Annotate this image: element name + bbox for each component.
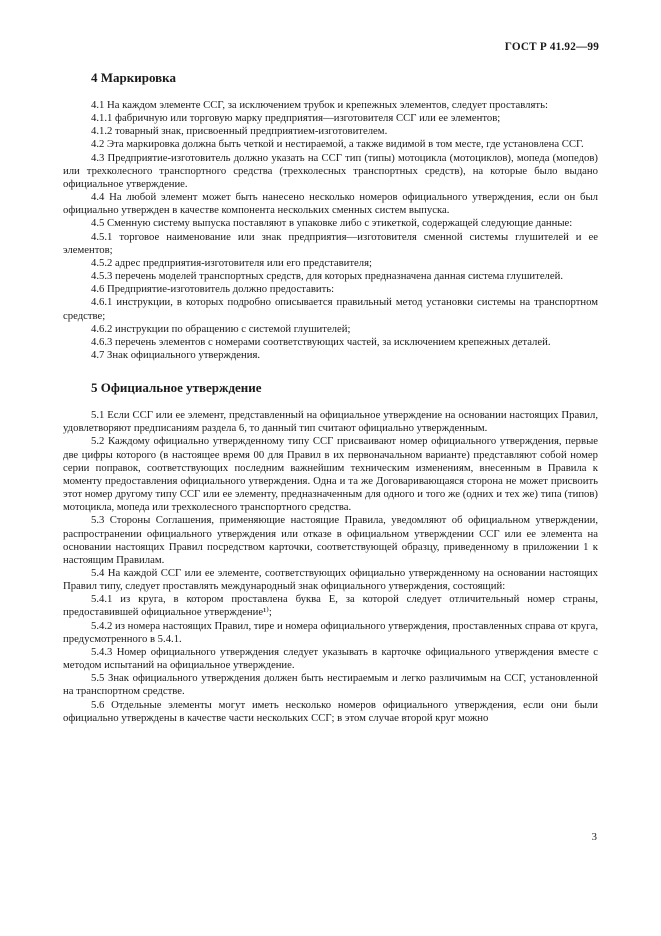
paragraph-4-5-1: 4.5.1 торговое наименование или знак предприятия—изготовителя сменной системы глушителей и ее элементов;	[63, 230, 598, 256]
paragraph-4-6: 4.6 Предприятие-изготовитель должно предоставить:	[91, 283, 335, 296]
section-4-body	[63, 99, 598, 362]
paragraph-4-5: 4.5 Сменную систему выпуска поставляют в упаковке либо с этикеткой, содержащей следующие данные:	[91, 217, 573, 230]
paragraph-5-4-2: 5.4.2 из номера настоящих Правил, тире и номера официального утверждения, проставленных справа от круга, предусмотренного в 5.4.1.	[63, 619, 599, 645]
paragraph-4-6-2: 4.6.2 инструкции по обращению с системой глушителей;	[91, 322, 351, 335]
paragraph-4-5-2: 4.5.2 адрес предприятия-изготовителя или его представителя;	[91, 256, 373, 269]
section-5-body	[63, 409, 598, 725]
page-content	[63, 70, 598, 725]
paragraph-4-2: 4.2 Эта маркировка должна быть четкой и нестираемой, а также видимой в том месте, где установлена ССГ.	[91, 138, 584, 151]
section-5-title: 5 Официальное утверждение	[91, 380, 262, 396]
paragraph-5-4-1: 5.4.1 из круга, в котором проставлена буква Е, за которой следует отличительный номер страны, предоставившей официальное утверждение¹⁾;	[63, 593, 598, 619]
paragraph-5-4: 5.4 На каждой ССГ или ее элементе, соответствующих официально утвержденному на основании настоящих Правил типу, следует проставлять международный знак официального утверждения, состоящий:	[63, 567, 598, 593]
paragraph-5-4-3: 5.4.3 Номер официального утверждения следует указывать в карточке официального утверждения вместе с методом испытаний на официальное утверждение.	[63, 645, 598, 672]
paragraph-5-2: 5.2 Каждому официально утвержденному типу ССГ присваивают номер официального утверждения, первые две цифры которого (в настоящее время 00 для Правил в их первоначальном варианте) представляют собой номер серии поправок, соответствующих последним важнейшим техническим изменениям, внесенным в Правила к моменту предоставления официального утверждения. Одна и та же Договаривающаяся сторона не может присвоить этот номер другому типу ССГ или ее элементу, предназначенным для одного и того же (одних и тех же) типа (типов) мотоцикла, мопеда или трехколесного транспортного средства.	[63, 435, 598, 514]
paragraph-4-4: 4.4 На любой элемент может быть нанесено несколько номеров официального утверждения, если он был официально утвержден в качестве компонента нескольких сменных систем выпуска.	[63, 191, 598, 217]
paragraph-5-3: 5.3 Стороны Соглашения, применяющие настоящие Правила, уведомляют об официальном утверждении, распространении официального утверждения или отказе в официальном утверждении ССГ или ее элемента на основании настоящих Правил посредством карточки, соответствующей образцу, приведенному в приложении 1 к настоящим Правилам.	[63, 514, 598, 566]
paragraph-4-5-3: 4.5.3 перечень моделей транспортных средств, для которых предназначена данная система глушителей.	[91, 270, 564, 283]
paragraph-4-3: 4.3 Предприятие-изготовитель должно указать на ССГ тип (типы) мотоцикла (мотоциклов), мопеда (мопедов) или трехколесного транспортного средства (трехколесных транспортных средств), на которые было выдано официальное утверждение.	[63, 151, 598, 190]
document-code: ГОСТ Р 41.92—99	[504, 41, 599, 53]
paragraph-4-7: 4.7 Знак официального утверждения.	[91, 348, 261, 361]
paragraph-4-1: 4.1 На каждом элементе ССГ, за исключением трубок и крепежных элементов, следует проставлять:	[91, 99, 548, 111]
paragraph-5-6: 5.6 Отдельные элементы могут иметь несколько номеров официального утверждения, если они были официально утверждены в качестве части нескольких ССГ; в этом случае второй круг можно	[63, 698, 598, 724]
paragraph-4-1-1: 4.1.1 фабричную или торговую марку предприятия—изготовителя ССГ или ее элементов;	[91, 112, 501, 125]
paragraph-5-1: 5.1 Если ССГ или ее элемент, представленный на официальное утверждение на основании настоящих Правил, удовлетворяют предписаниям раздела 6, то данный тип считают официально утвержденным.	[63, 409, 598, 435]
paragraph-4-1-2: 4.1.2 товарный знак, присвоенный предприятием-изготовителем.	[91, 125, 388, 138]
section-4-title: 4 Маркировка	[91, 70, 176, 85]
paragraph-4-6-3: 4.6.3 перечень элементов с номерами соответствующих частей, за исключением крепежных деталей.	[91, 335, 551, 348]
page-number: 3	[591, 831, 597, 843]
paragraph-5-5: 5.5 Знак официального утверждения должен быть нестираемым и легко различимым на ССГ, установленной на транспортном средстве.	[63, 672, 598, 698]
paragraph-4-6-1: 4.6.1 инструкции, в которых подробно описывается правильный метод установки системы на транспортном средстве;	[63, 296, 598, 322]
